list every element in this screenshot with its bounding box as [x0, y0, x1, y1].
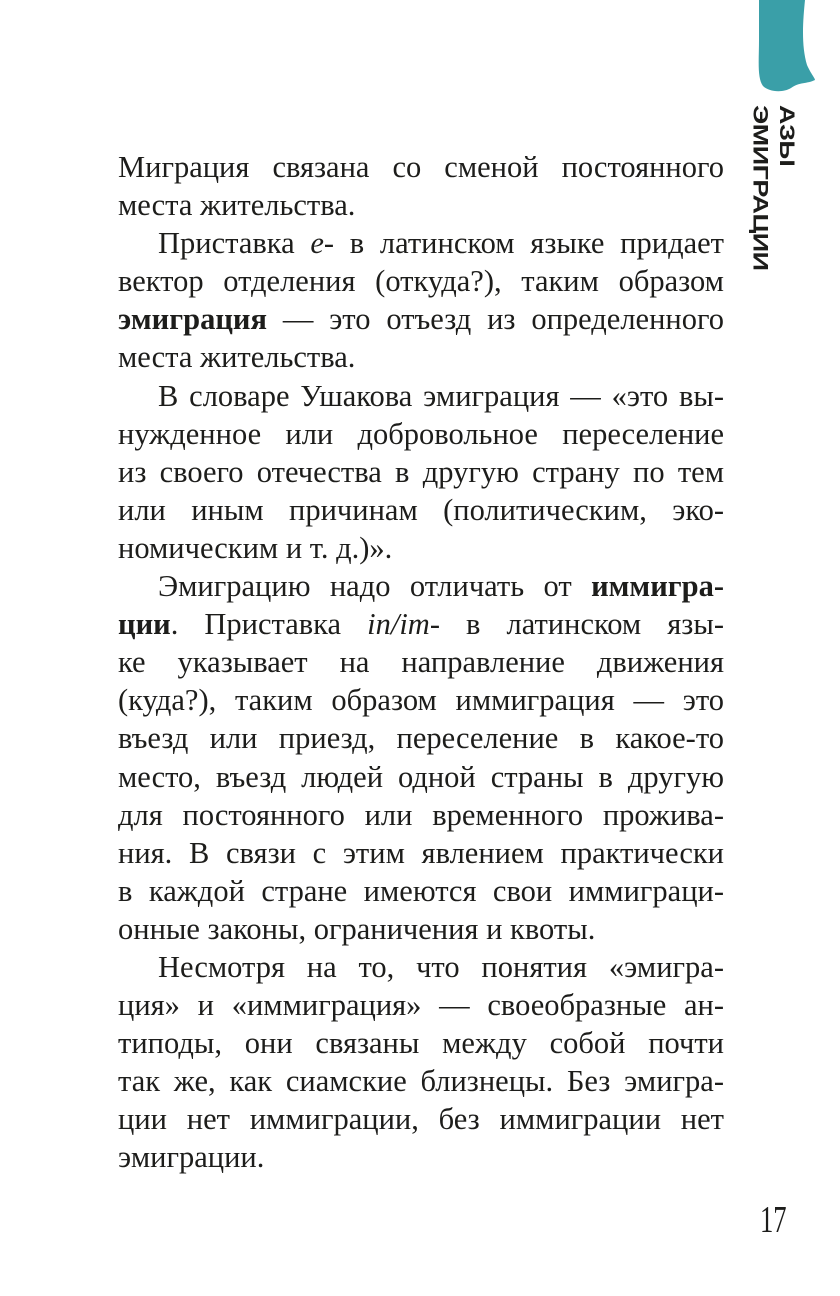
page-number: 17 — [760, 1199, 787, 1241]
text-line: Миграция связана со сменой постоянного — [118, 150, 724, 184]
paragraph — [118, 224, 724, 376]
chapter-tab-marker — [755, 0, 817, 92]
text-line: ции нет иммиграции, без иммиграции нет — [118, 1102, 724, 1137]
text-line: вектор отделения (откуда?), таким образом — [118, 264, 724, 299]
text-line: номическим и т. д.)». — [118, 530, 393, 565]
text-line: так же, как сиамские близнецы. Без эмигра- — [118, 1064, 724, 1099]
bold-term: ции — [118, 607, 171, 642]
text-line: в каждой стране имеются свои иммиграци- — [118, 873, 724, 908]
text-line: Приставка e- в латинском языке придает — [158, 226, 724, 261]
text-line: ния. В связи с этим явлением практически — [118, 835, 724, 870]
italic-term: e- — [310, 226, 335, 261]
paragraph — [118, 377, 724, 567]
text-line: нужденное или добровольное переселение — [118, 416, 724, 451]
text-line: Эмиграцию надо отличать от иммигра- — [158, 569, 724, 604]
text-line: из своего отечества в другую страну по тем — [118, 454, 724, 489]
text-line: ке указывает на направление движения — [118, 645, 724, 680]
text-line: или иным причинам (политическим, эко- — [118, 492, 724, 527]
paragraph — [118, 948, 724, 1177]
text-line: типоды, они связаны между собой почти — [118, 1026, 724, 1061]
bold-term: эмиграция — [118, 302, 267, 337]
text-line: въезд или приезд, переселение в какое-то — [118, 721, 724, 756]
text-line: эмиграция — это отъезд из определенного — [118, 302, 724, 337]
text-line: эмиграции. — [118, 1140, 265, 1175]
paragraph — [118, 567, 724, 948]
text-line: ция» и «иммиграция» — своеобразные ан- — [118, 988, 724, 1023]
paragraph — [118, 148, 724, 224]
text-line: для постоянного или временного прожива- — [118, 797, 724, 832]
italic-term: in/im- — [367, 607, 440, 642]
running-head: АЗЫ ЭМИГРАЦИИ — [748, 105, 799, 271]
body-text — [118, 148, 724, 1177]
text-line: место, въезд людей одной страны в другую — [118, 759, 724, 794]
text-line: места жительства. — [118, 340, 356, 375]
text-line: Несмотря на то, что понятия «эмигра- — [158, 949, 724, 984]
bold-term: иммигра- — [591, 569, 724, 604]
text-line: ции. Приставка in/im- в латинском язы- — [118, 607, 724, 642]
text-line: места жительства. — [118, 188, 356, 223]
text-line: (куда?), таким образом иммиграция — это — [118, 683, 724, 718]
text-line: онные законы, ограничения и квоты. — [118, 911, 596, 946]
text-line: В словаре Ушакова эмиграция — «это вы- — [158, 378, 724, 413]
